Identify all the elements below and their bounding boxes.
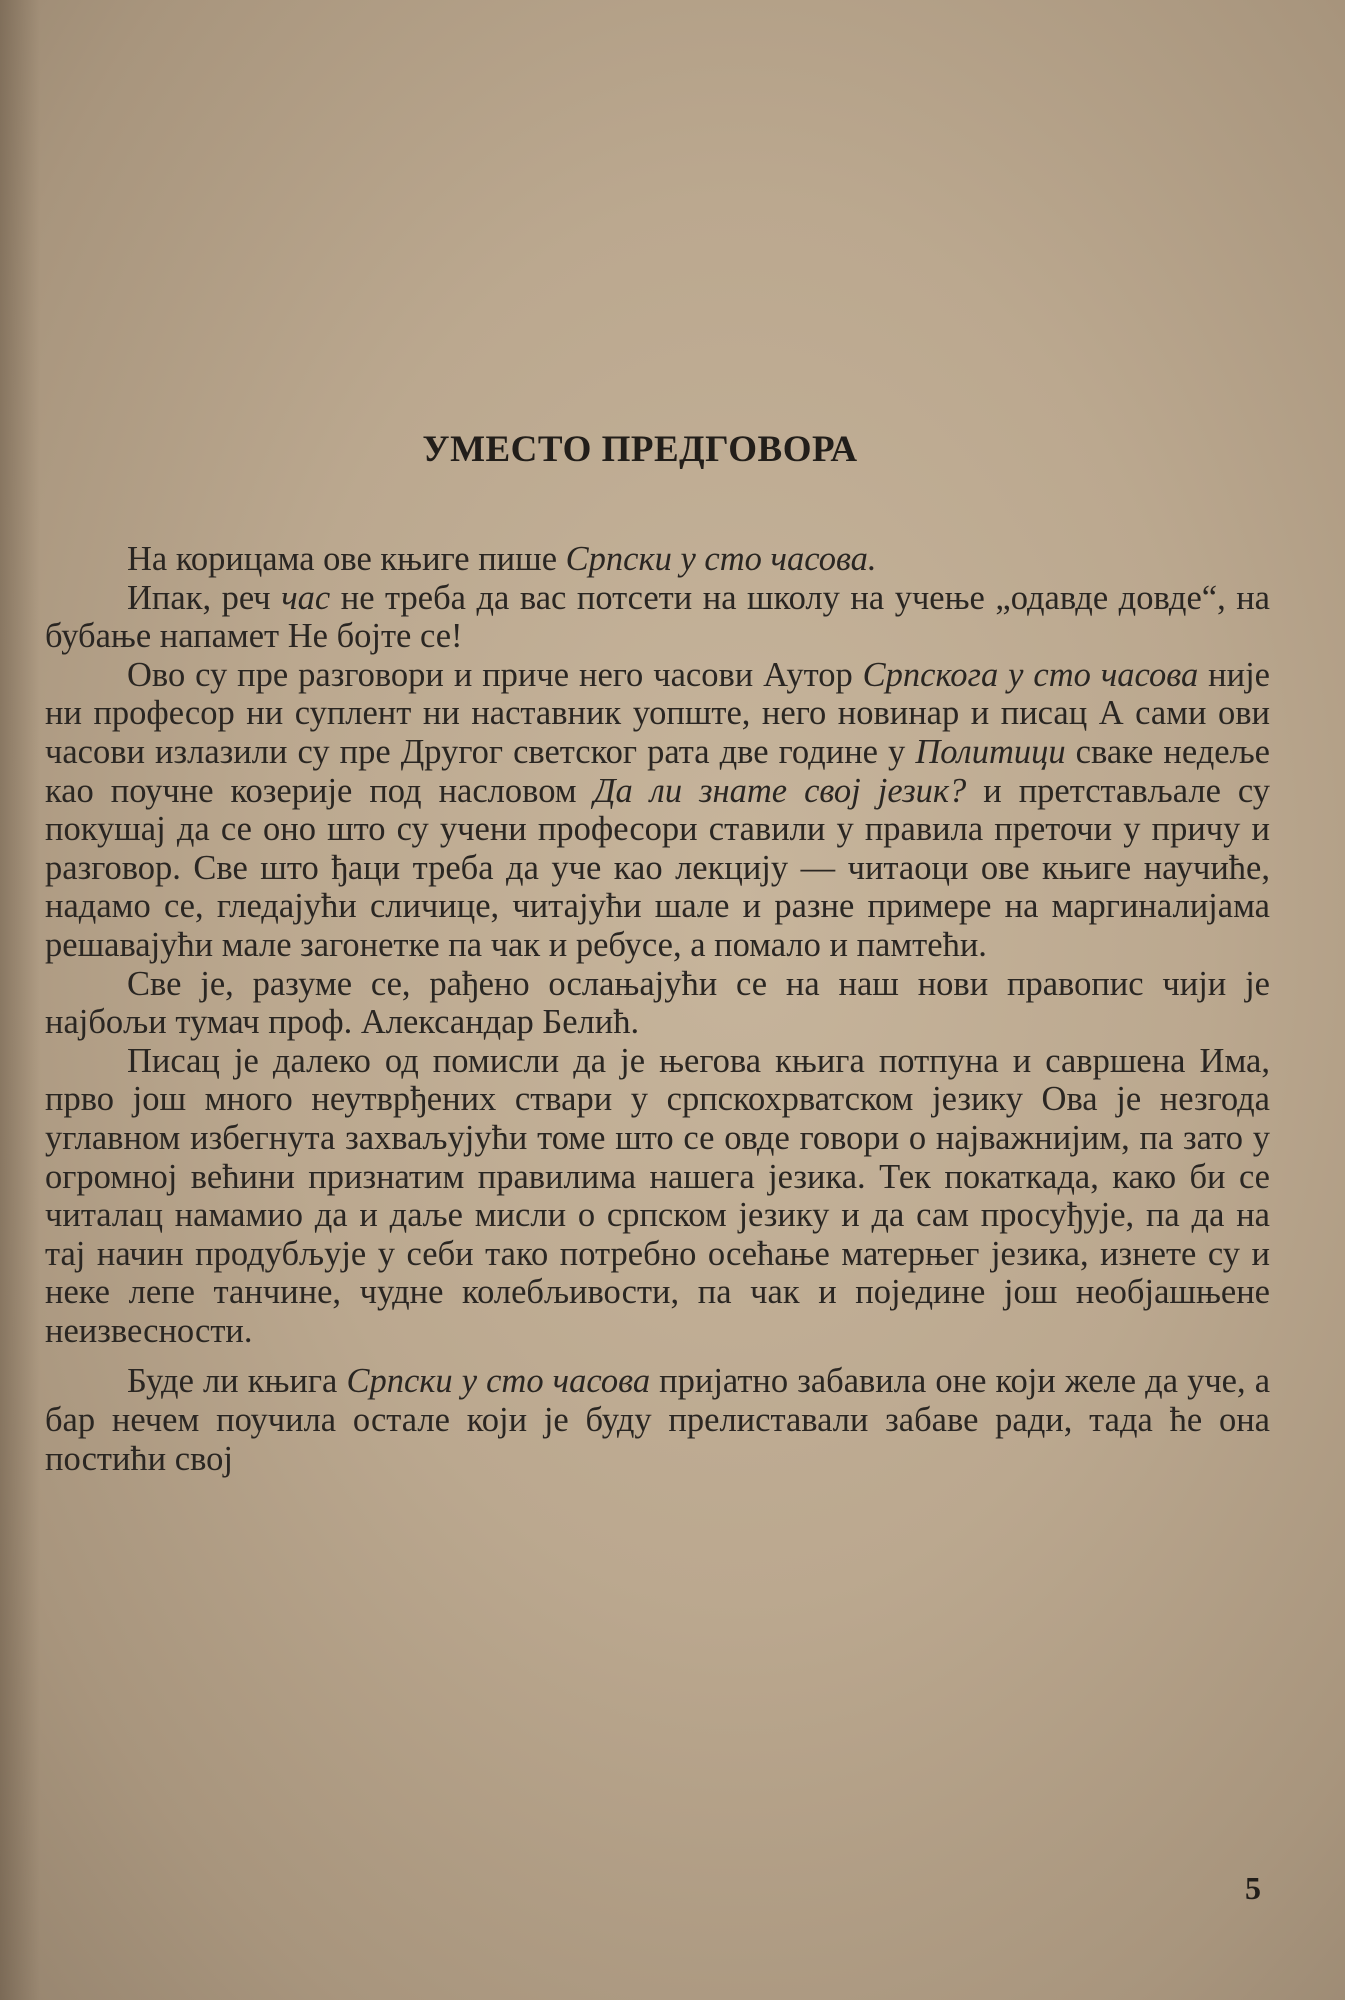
preface-text: [45, 540, 1270, 1478]
italic-text: Да ли знате свој језик?: [593, 771, 967, 810]
text-run: Све је, разуме се, рађено ослањајући се на наш нови правопис чији је најбољи тумач проф. Александар Белић.: [45, 964, 1270, 1042]
paragraph: [45, 965, 1270, 1042]
text-run: Ипак, реч: [127, 578, 282, 617]
text-run: На корицама ове књиге пише: [127, 540, 566, 578]
text-run: Писац је далеко од помисли да је његова књига потпуна и савршена Има, прво још много неутврђених ствари у српскохрватском језику Ова је незгода углавном избегнута захваљујући томе што се овде говори о најважнијим, па зато у огромној већини признатим правилима нашега језика. Тек покаткада, како би се читалац намамио да и даље мисли о српском језику и да сам просуђује, па да на тај начин продубљује у себи тако потребно осећање матерњег језика, изнете су и неке лепе танчине, чудне колебљивости, па чак и поједине још необјашњене неизвесности.: [45, 1041, 1270, 1350]
italic-text: час: [281, 578, 331, 617]
paragraph: [45, 540, 1270, 579]
italic-text: Политици: [915, 732, 1066, 771]
italic-text: Српскога у сто часова: [862, 655, 1199, 694]
italic-text: Српски у сто часова.: [565, 540, 877, 578]
text-run: и претстављале су покушај да се оно што су учени професори ставили у правила преточи у причу и разговор. Све што ђаци треба да уче као лекцију — читаоци ове књиге научиће, надамо се, гледајући сличице, читајући шале и разне примере на маргиналијама решавајући мале загонетке па чак и ребусе, а помало и памтећи.: [45, 771, 1270, 964]
paragraph: [45, 656, 1270, 965]
text-run: Ово су пре разговори и приче него часови Аутор: [127, 655, 863, 694]
text-run: Буде ли књига: [127, 1362, 347, 1401]
text-run: сваке недеље као поучне козерије под насловом: [45, 732, 1270, 810]
text-run: пријатно забавила оне који желе да уче, а бар нечем поучила остале који је буду прелиставали забаве ради, тада ће она постићи свој: [45, 1362, 1271, 1478]
paragraph: [45, 1362, 1270, 1478]
text-run: није ни професор ни суплент ни наставник уопште, него новинар и писац А сами ови часови излазили су пре Другог светског рата две године у: [45, 655, 1270, 771]
page-number: 5: [1245, 1870, 1261, 1906]
paragraph: [45, 1042, 1270, 1351]
italic-text: Српски у сто часова: [346, 1362, 651, 1401]
paragraph: [45, 579, 1270, 656]
chapter-heading: УМЕСТО ПРЕДГОВОРА: [422, 429, 858, 470]
text-run: не треба да вас потсети на школу на учење „одавде довде“, на бубање напамет Не бојте се!: [45, 578, 1270, 656]
page-edge-shadow: [0, 0, 40, 2000]
